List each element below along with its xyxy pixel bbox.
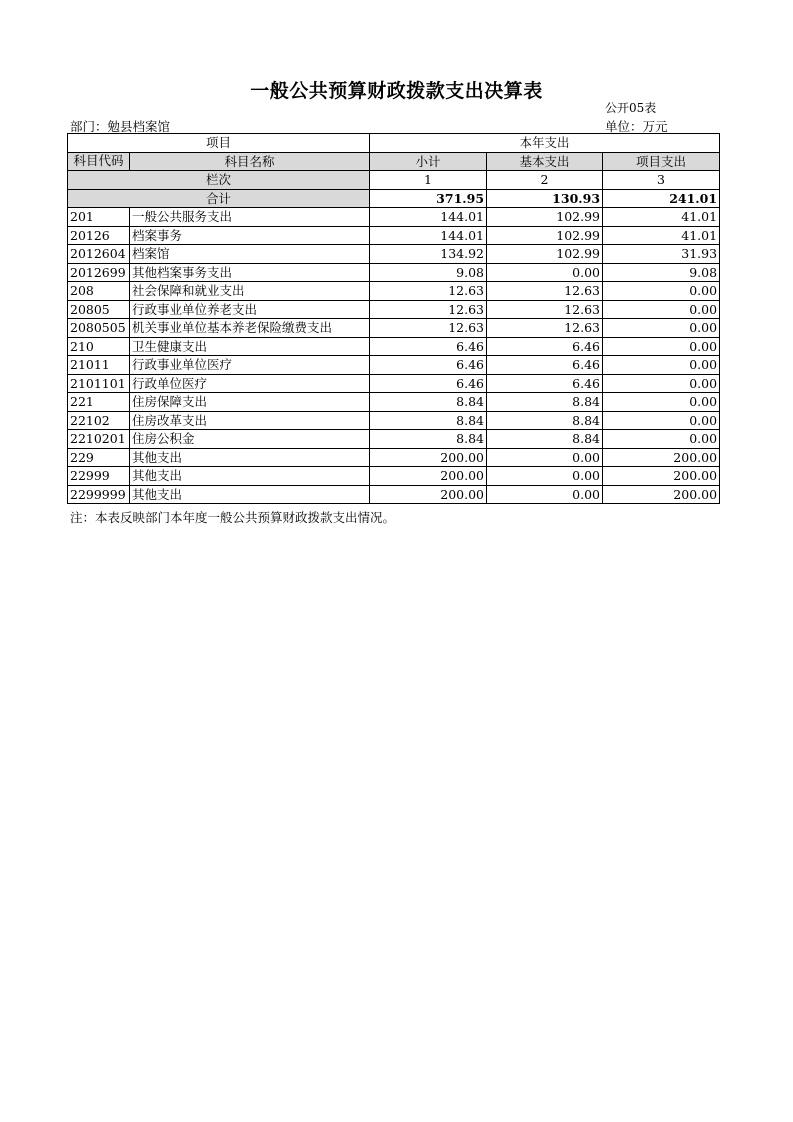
column-number-row <box>68 171 720 190</box>
row-project: 0.00 <box>603 393 720 412</box>
row-subtotal: 144.01 <box>370 226 487 245</box>
row-code: 22102 <box>68 411 130 430</box>
row-name: 行政事业单位养老支出 <box>130 300 370 319</box>
column-number-2: 2 <box>487 171 603 190</box>
page-title: 一般公共预算财政拨款支出决算表 <box>250 80 543 102</box>
row-subtotal: 9.08 <box>370 263 487 282</box>
department-label: 部门：勉县档案馆 <box>70 119 171 134</box>
row-code: 2012699 <box>68 263 130 282</box>
header-item: 项目 <box>68 134 370 153</box>
row-basic: 8.84 <box>487 393 603 412</box>
table-row <box>68 300 720 319</box>
row-project: 0.00 <box>603 356 720 375</box>
row-code: 21011 <box>68 356 130 375</box>
row-name: 卫生健康支出 <box>130 337 370 356</box>
row-code: 2080505 <box>68 319 130 338</box>
row-code: 2101101 <box>68 374 130 393</box>
header-current-year: 本年支出 <box>370 134 720 153</box>
row-name: 行政单位医疗 <box>130 374 370 393</box>
column-number-1: 1 <box>370 171 487 190</box>
row-name: 其他档案事务支出 <box>130 263 370 282</box>
row-subtotal: 200.00 <box>370 485 487 504</box>
row-subtotal: 6.46 <box>370 337 487 356</box>
row-subtotal: 12.63 <box>370 300 487 319</box>
table-row <box>68 226 720 245</box>
row-subtotal: 6.46 <box>370 374 487 393</box>
row-basic: 0.00 <box>487 448 603 467</box>
row-name: 住房公积金 <box>130 430 370 449</box>
row-basic: 6.46 <box>487 374 603 393</box>
row-project: 200.00 <box>603 485 720 504</box>
row-subtotal: 8.84 <box>370 430 487 449</box>
table-row <box>68 411 720 430</box>
header-code: 科目代码 <box>68 152 130 171</box>
row-name: 其他支出 <box>130 467 370 486</box>
row-basic: 12.63 <box>487 319 603 338</box>
row-basic: 102.99 <box>487 226 603 245</box>
footnote: 注：本表反映部门本年度一般公共预算财政拨款支出情况。 <box>70 510 396 525</box>
row-code: 2210201 <box>68 430 130 449</box>
row-subtotal: 200.00 <box>370 448 487 467</box>
row-basic: 8.84 <box>487 430 603 449</box>
row-project: 0.00 <box>603 374 720 393</box>
row-basic: 8.84 <box>487 411 603 430</box>
header-name: 科目名称 <box>130 152 370 171</box>
row-code: 22999 <box>68 467 130 486</box>
row-name: 机关事业单位基本养老保险缴费支出 <box>130 319 370 338</box>
row-subtotal: 200.00 <box>370 467 487 486</box>
unit-label: 单位：万元 <box>605 119 668 134</box>
column-number-label: 栏次 <box>68 171 370 190</box>
row-subtotal: 144.01 <box>370 208 487 227</box>
row-code: 229 <box>68 448 130 467</box>
row-name: 社会保障和就业支出 <box>130 282 370 301</box>
row-basic: 12.63 <box>487 282 603 301</box>
row-code: 20805 <box>68 300 130 319</box>
row-basic: 102.99 <box>487 245 603 264</box>
table-row <box>68 245 720 264</box>
table-row <box>68 467 720 486</box>
total-project: 241.01 <box>603 189 720 208</box>
row-project: 0.00 <box>603 300 720 319</box>
row-name: 其他支出 <box>130 448 370 467</box>
table-row <box>68 430 720 449</box>
row-project: 0.00 <box>603 319 720 338</box>
row-subtotal: 12.63 <box>370 319 487 338</box>
row-code: 221 <box>68 393 130 412</box>
row-project: 0.00 <box>603 430 720 449</box>
row-project: 0.00 <box>603 411 720 430</box>
total-label: 合计 <box>68 189 370 208</box>
row-project: 0.00 <box>603 337 720 356</box>
table-row <box>68 374 720 393</box>
row-code: 201 <box>68 208 130 227</box>
row-name: 档案事务 <box>130 226 370 245</box>
table-row <box>68 448 720 467</box>
row-code: 208 <box>68 282 130 301</box>
table-row <box>68 263 720 282</box>
row-basic: 0.00 <box>487 485 603 504</box>
row-project: 200.00 <box>603 448 720 467</box>
row-code: 2012604 <box>68 245 130 264</box>
total-subtotal: 371.95 <box>370 189 487 208</box>
form-number: 公开05表 <box>605 101 657 115</box>
row-subtotal: 12.63 <box>370 282 487 301</box>
row-code: 210 <box>68 337 130 356</box>
table-row <box>68 208 720 227</box>
row-project: 200.00 <box>603 467 720 486</box>
table-row <box>68 356 720 375</box>
table-row <box>68 485 720 504</box>
row-project: 31.93 <box>603 245 720 264</box>
row-name: 住房改革支出 <box>130 411 370 430</box>
row-project: 9.08 <box>603 263 720 282</box>
row-name: 一般公共服务支出 <box>130 208 370 227</box>
table-row <box>68 319 720 338</box>
row-name: 其他支出 <box>130 485 370 504</box>
header-row-1 <box>68 134 720 153</box>
column-number-3: 3 <box>603 171 720 190</box>
row-basic: 0.00 <box>487 263 603 282</box>
header-basic: 基本支出 <box>487 152 603 171</box>
row-subtotal: 6.46 <box>370 356 487 375</box>
row-basic: 6.46 <box>487 337 603 356</box>
table-row <box>68 282 720 301</box>
expenditure-table <box>67 133 720 504</box>
row-name: 住房保障支出 <box>130 393 370 412</box>
row-basic: 0.00 <box>487 467 603 486</box>
row-basic: 102.99 <box>487 208 603 227</box>
row-code: 2299999 <box>68 485 130 504</box>
row-subtotal: 8.84 <box>370 393 487 412</box>
header-project: 项目支出 <box>603 152 720 171</box>
table-row <box>68 337 720 356</box>
row-project: 41.01 <box>603 208 720 227</box>
row-project: 41.01 <box>603 226 720 245</box>
row-basic: 6.46 <box>487 356 603 375</box>
total-row <box>68 189 720 208</box>
row-project: 0.00 <box>603 282 720 301</box>
row-basic: 12.63 <box>487 300 603 319</box>
total-basic: 130.93 <box>487 189 603 208</box>
table-row <box>68 393 720 412</box>
row-name: 档案馆 <box>130 245 370 264</box>
row-code: 20126 <box>68 226 130 245</box>
row-name: 行政事业单位医疗 <box>130 356 370 375</box>
row-subtotal: 134.92 <box>370 245 487 264</box>
header-subtotal: 小计 <box>370 152 487 171</box>
row-subtotal: 8.84 <box>370 411 487 430</box>
header-row-2 <box>68 152 720 171</box>
